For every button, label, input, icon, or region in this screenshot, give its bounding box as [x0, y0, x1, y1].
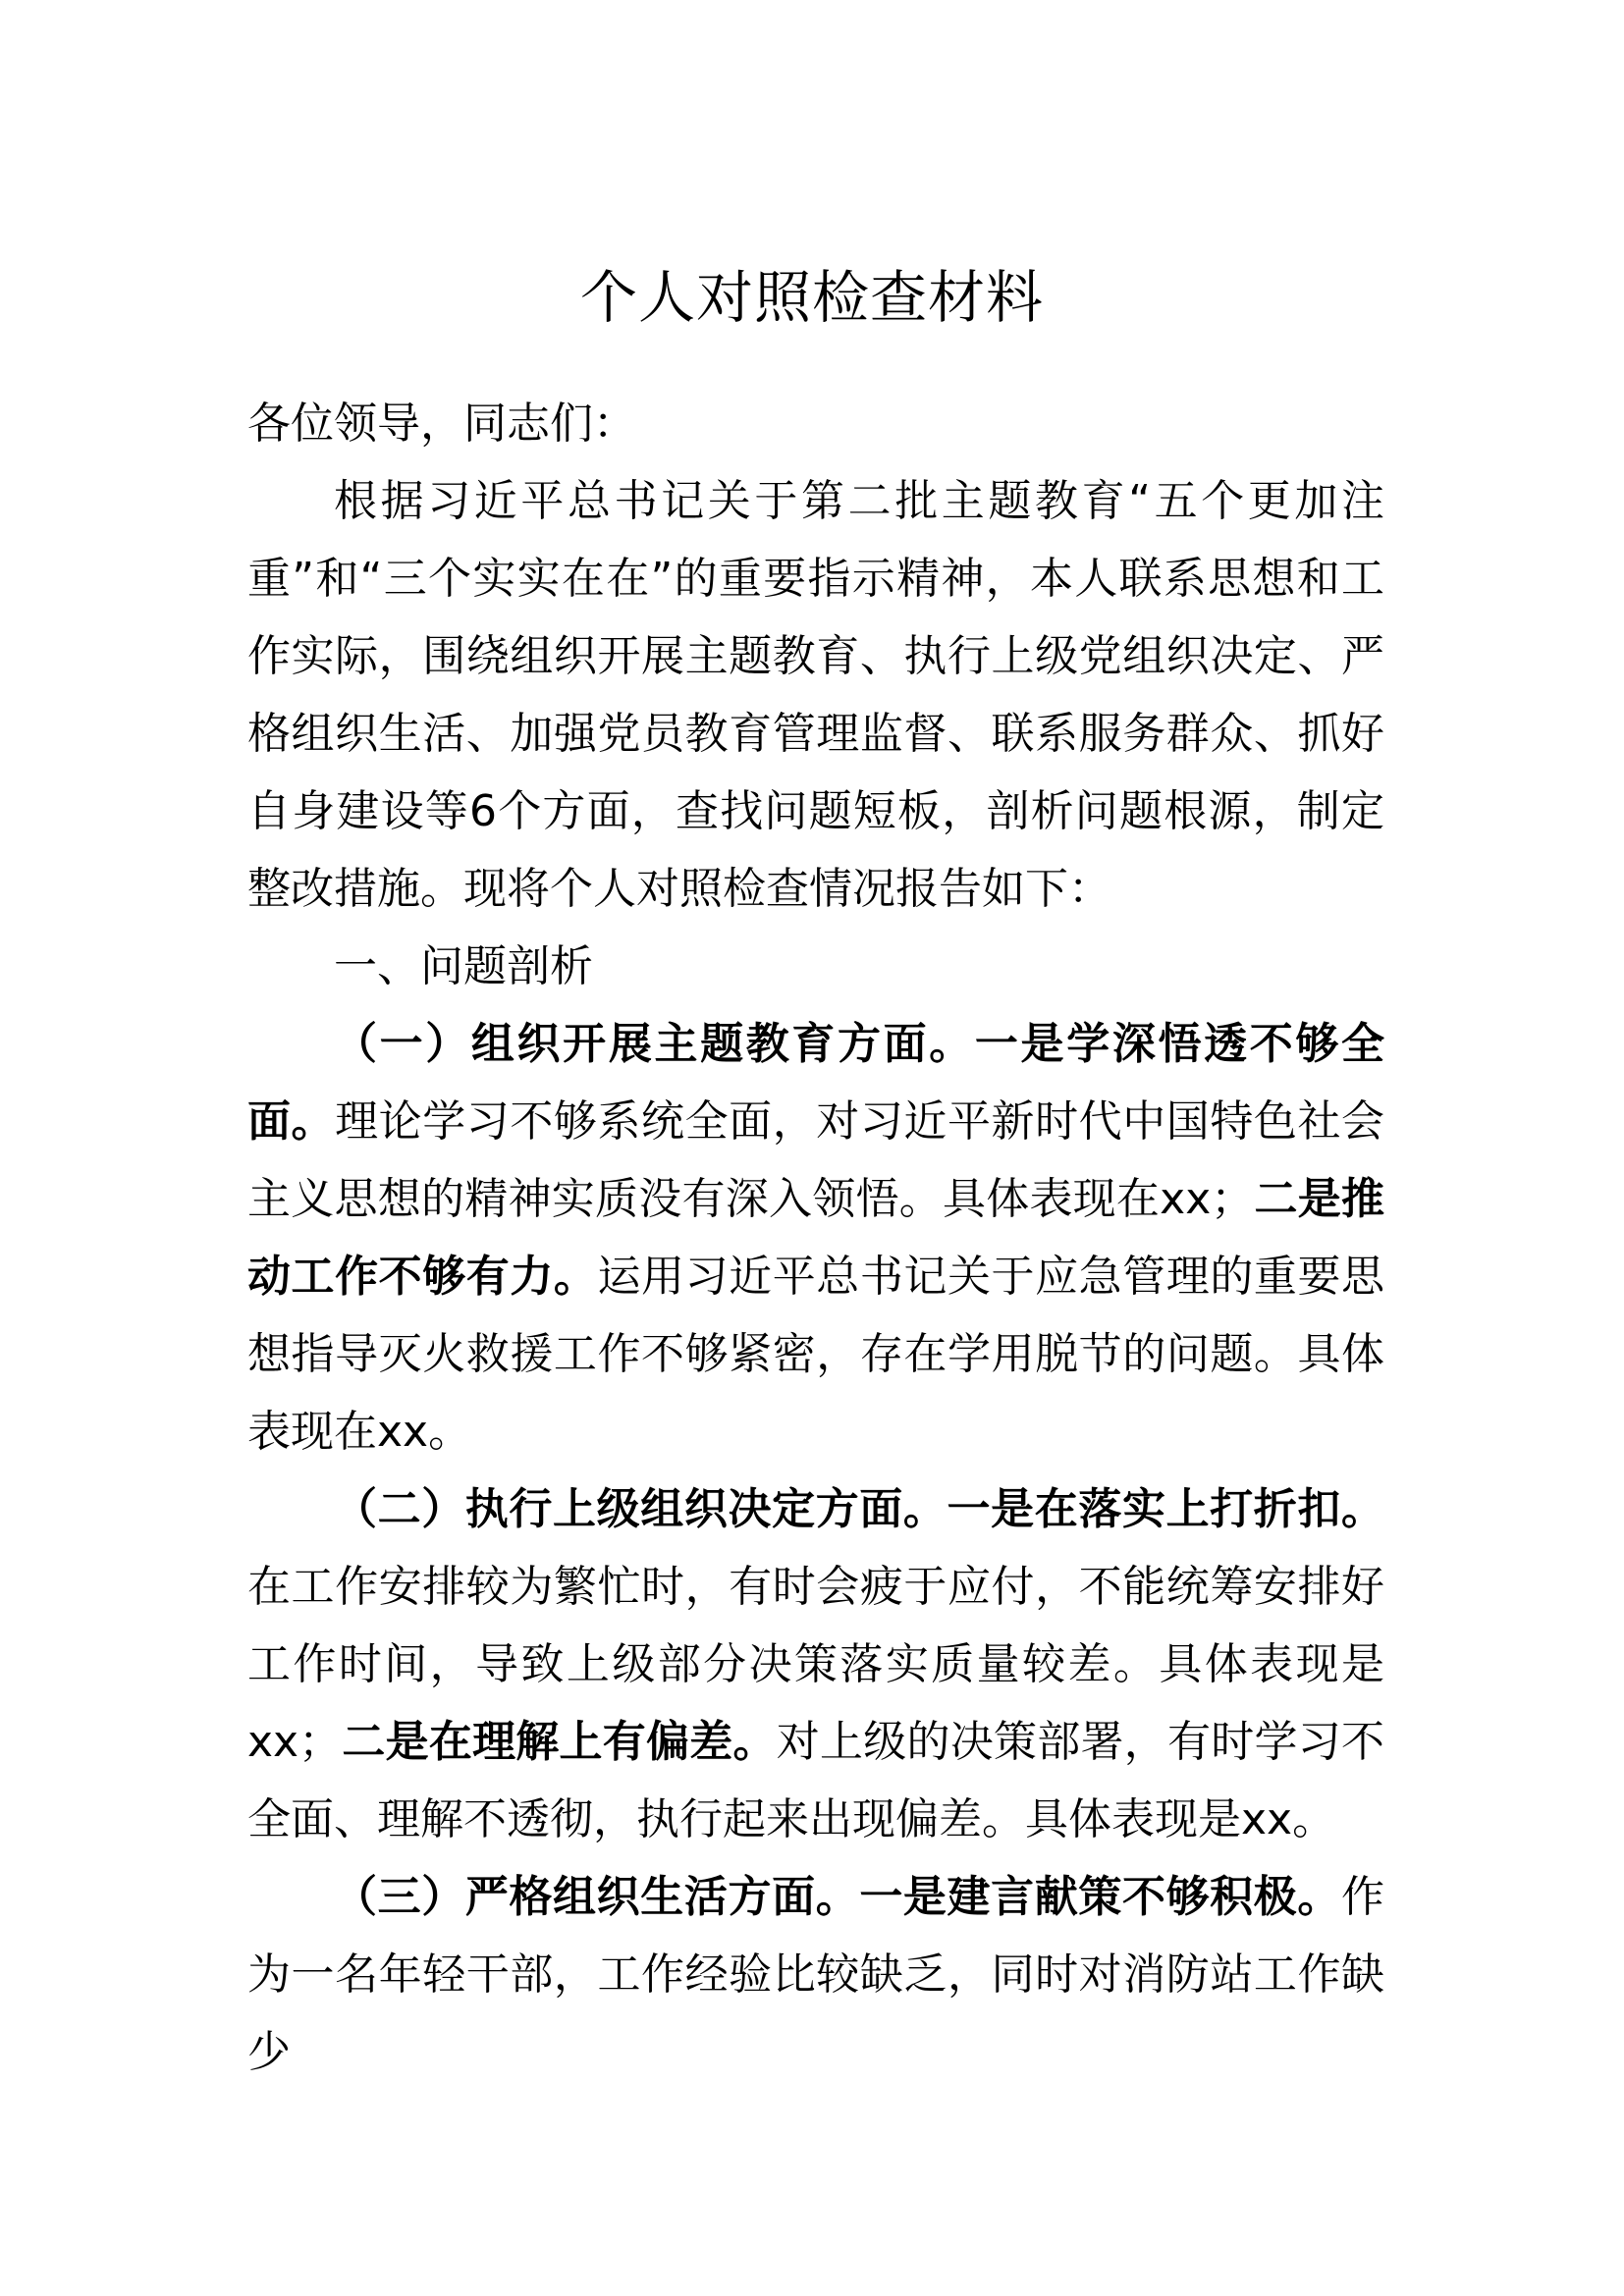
greeting: 各位领导，同志们：	[247, 399, 636, 449]
document-body	[247, 385, 1384, 2091]
item-1-point-1-text: 理论学习不够系统全面，对习近平新时代中国特色社会主义思想的精神实质没有深入领悟。具体表现在xx；	[247, 1096, 1385, 1224]
item-1-heading: （一）组织开展主题教育方面。	[334, 1019, 975, 1069]
item-3-point-1-text: 作为一名年轻干部，工作经验比较缺乏，同时对消防站工作缺少	[247, 1872, 1385, 2077]
paragraph-item-1	[247, 1005, 1384, 1470]
item-2-point-2-title: 二是在理解上有偏差。	[342, 1717, 777, 1767]
item-3-heading: （三）严格组织生活方面。	[334, 1872, 860, 1922]
item-1-point-2-text: 运用习近平总书记关于应急管理的重要思想指导灭火救援工作不够紧密，存在学用脱节的问题。具体表现在xx。	[247, 1252, 1385, 1457]
item-1-point-1-title: 一是学深悟透不够全面。	[247, 1019, 1385, 1147]
intro-paragraph: 根据习近平总书记关于第二批主题教育“五个更加注重”和“三个实实在在”的重要指示精神，本人联系思想和工作实际，围绕组织开展主题教育、执行上级党组织决定、严格组织生活、加强党员教育管理监督、联系服务群众、抓好自身建设等6个方面，查找问题短板，剖析问题根源，制定整改措施。现将个人对照检查情况报告如下：	[247, 476, 1384, 914]
document-title: 个人对照检查材料	[579, 263, 1044, 331]
item-1-point-2-title: 二是推动工作不够有力。	[247, 1174, 1385, 1302]
paragraph-item-2	[247, 1470, 1384, 1858]
item-2-heading: （二）执行上级组织决定方面。	[334, 1484, 947, 1534]
item-2-point-2-text: 对上级的决策部署，有时学习不全面、理解不透彻，执行起来出现偏差。具体表现是xx。	[247, 1717, 1385, 1844]
item-3-point-1-title: 一是建言献策不够积极。	[859, 1872, 1342, 1922]
item-2-point-1-title: 一是在落实上打折扣。	[947, 1484, 1385, 1534]
section-heading-problem-analysis: 一、问题剖析	[334, 941, 593, 991]
item-2-point-1-text: 在工作安排较为繁忙时，有时会疲于应付，不能统筹安排好工作时间，导致上级部分决策落实质量较差。具体表现是xx；	[247, 1562, 1384, 1767]
paragraph-item-3	[247, 1858, 1384, 2091]
